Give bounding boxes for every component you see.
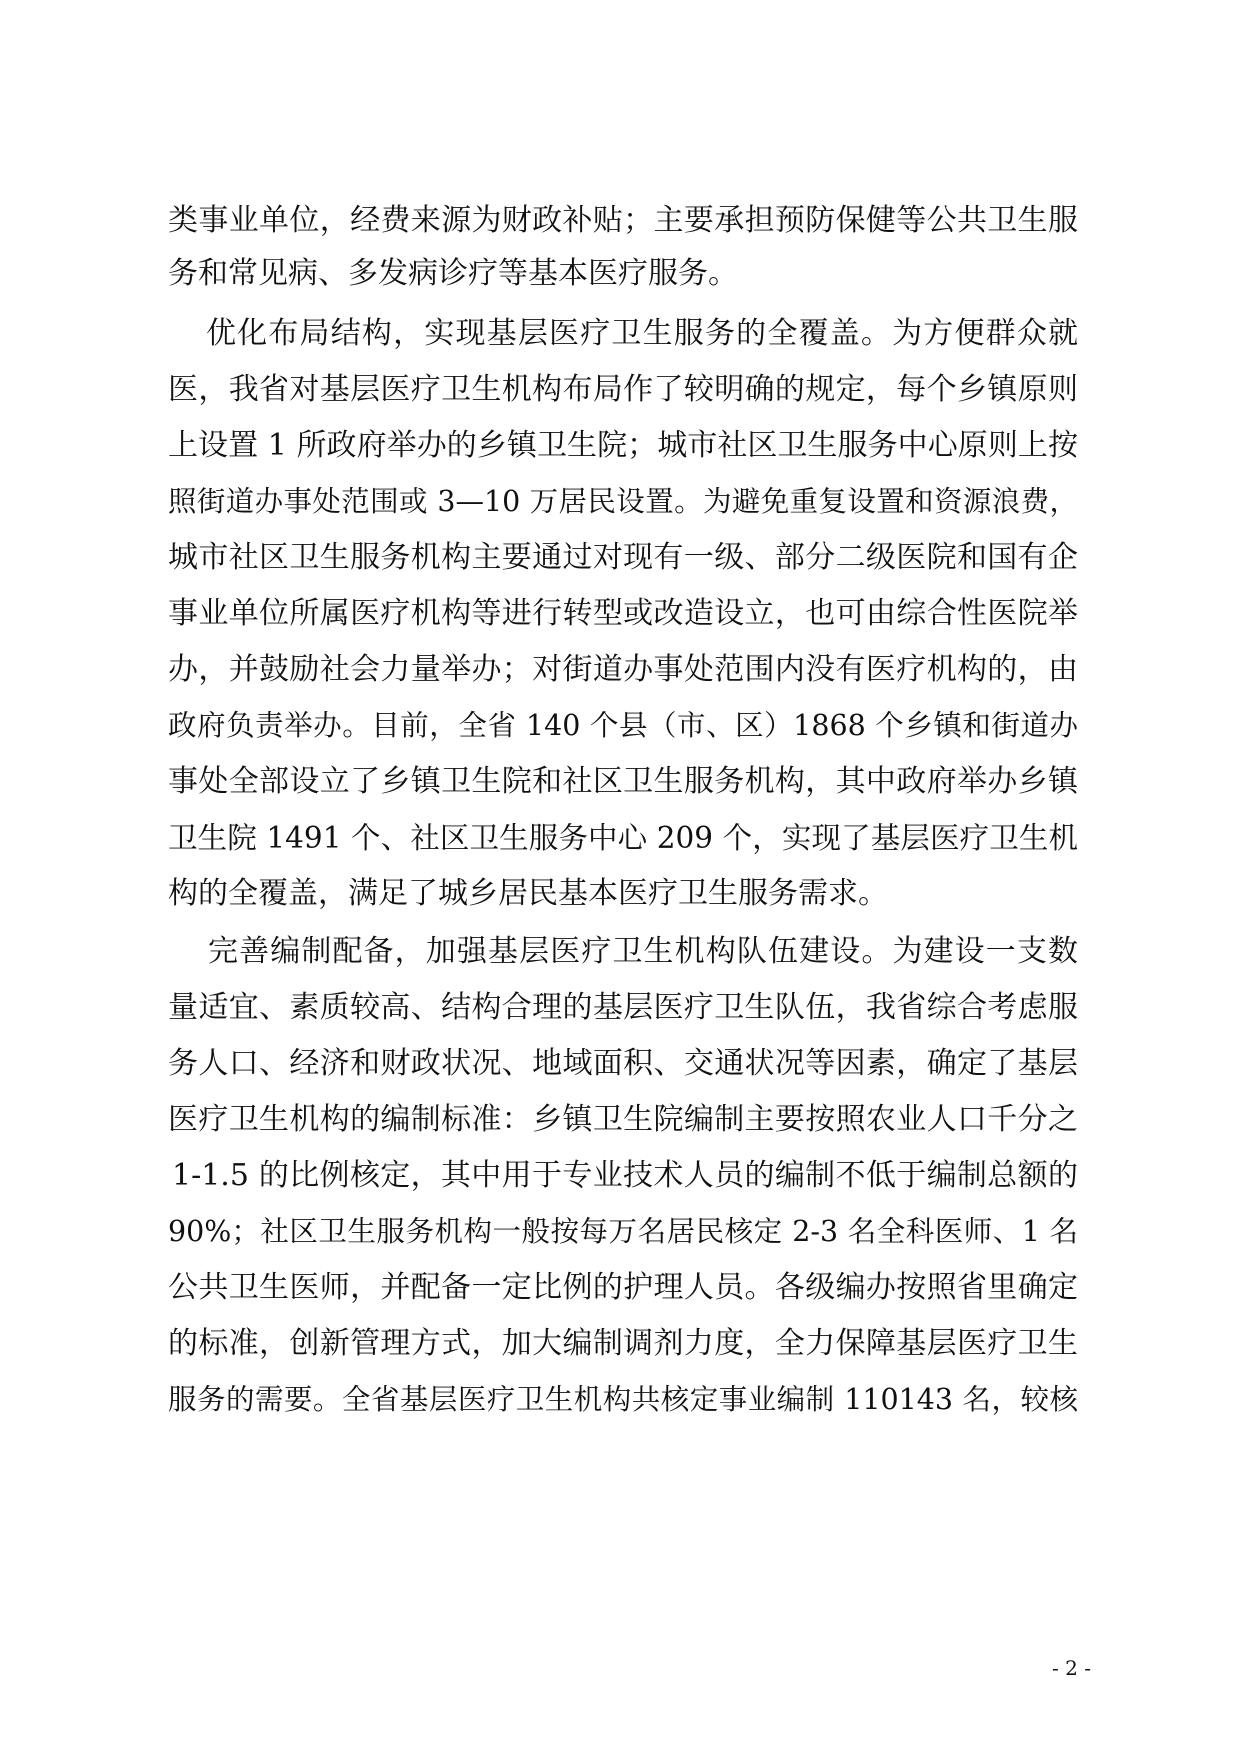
- text-line: 类事业单位，经费来源为财政补贴；主要承担预防保健等公共卫生服: [168, 203, 1078, 238]
- text-line: 办，并鼓励社会力量举办；对街道办事处范围内没有医疗机构的，由: [168, 652, 1078, 687]
- text-line: 医疗卫生机构的编制标准：乡镇卫生院编制主要按照农业人口千分之: [168, 1102, 1078, 1137]
- text-line: 量适宜、素质较高、结构合理的基层医疗卫生队伍，我省综合考虑服: [168, 990, 1078, 1025]
- text-line: 上设置 1 所政府举办的乡镇卫生院；城市社区卫生服务中心原则上按: [168, 428, 1078, 463]
- text-line: 医，我省对基层医疗卫生机构布局作了较明确的规定，每个乡镇原则: [168, 372, 1078, 407]
- text-line: 优化布局结构，实现基层医疗卫生服务的全覆盖。为方便群众就: [206, 316, 1078, 351]
- text-line: 照街道办事处范围或 3—10 万居民设置。为避免重复设置和资源浪费，: [168, 485, 1078, 518]
- text-line: 事业单位所属医疗机构等进行转型或改造设立，也可由综合性医院举: [168, 596, 1078, 631]
- text-line: 政府负责举办。目前，全省 140 个县（市、区）1868 个乡镇和街道办: [168, 709, 1078, 742]
- text-line: 务人口、经济和财政状况、地域面积、交通状况等因素，确定了基层: [168, 1046, 1078, 1081]
- text-line: 城市社区卫生服务机构主要通过对现有一级、部分二级医院和国有企: [168, 540, 1078, 575]
- text-line: 完善编制配备，加强基层医疗卫生机构队伍建设。为建设一支数: [208, 934, 1078, 969]
- page-number: - 2 -: [1052, 1656, 1091, 1680]
- text-line: 事处全部设立了乡镇卫生院和社区卫生服务机构，其中政府举办乡镇: [168, 764, 1078, 799]
- text-line: 1-1.5 的比例核定，其中用于专业技术人员的编制不低于编制总额的: [172, 1158, 1078, 1193]
- text-line: 公共卫生医师，并配备一定比例的护理人员。各级编办按照省里确定: [168, 1270, 1078, 1305]
- text-line: 90%；社区卫生服务机构一般按每万名居民核定 2-3 名全科医师、1 名: [168, 1215, 1078, 1248]
- text-line: 的标准，创新管理方式，加大编制调剂力度，全力保障基层医疗卫生: [168, 1326, 1078, 1361]
- text-line: 务和常见病、多发病诊疗等基本医疗服务。: [168, 256, 738, 291]
- text-line: 服务的需要。全省基层医疗卫生机构共核定事业编制 110143 名，较核: [168, 1383, 1078, 1416]
- text-line: 卫生院 1491 个、社区卫生服务中心 209 个，实现了基层医疗卫生机: [168, 821, 1078, 855]
- text-line: 构的全覆盖，满足了城乡居民基本医疗卫生服务需求。: [168, 876, 888, 911]
